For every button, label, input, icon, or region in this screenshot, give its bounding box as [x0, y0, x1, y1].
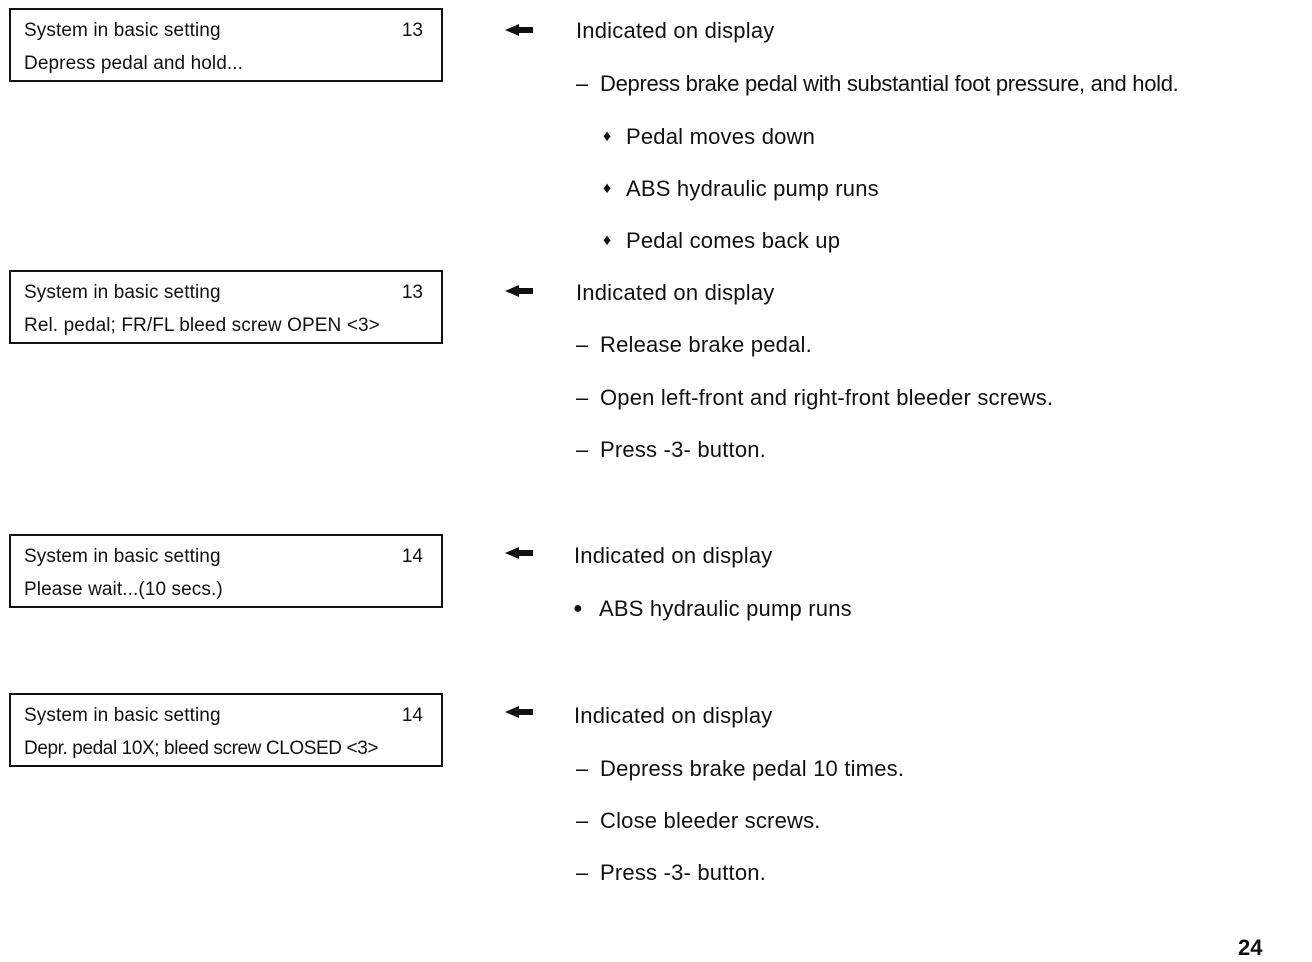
result-text: ABS hydraulic pump runs: [626, 176, 879, 201]
display-line-1: System in basic setting: [24, 20, 221, 41]
step-text: Press -3- button.: [600, 860, 767, 885]
pointer-arrow-icon: [505, 285, 533, 297]
result-text: ABS hydraulic pump runs: [599, 596, 852, 621]
display-panel-1: [9, 8, 443, 82]
step-dash-icon: –: [576, 385, 589, 410]
display-heading: Indicated on display: [574, 703, 773, 728]
step-dash-icon: –: [576, 437, 589, 462]
step-dash-icon: –: [576, 860, 589, 885]
display-panel-3: [9, 534, 443, 608]
display-line-2: Depr. pedal 10X; bleed screw CLOSED <3>: [24, 738, 379, 759]
step-dash-icon: –: [576, 332, 589, 357]
step-text: Depress brake pedal 10 times.: [600, 756, 905, 781]
pointer-arrow-icon: [505, 547, 533, 559]
result-text: Pedal moves down: [626, 124, 816, 149]
pointer-arrow-icon: [505, 706, 533, 718]
display-line-2: Depress pedal and hold...: [24, 53, 244, 74]
diamond-bullet-icon: ♦: [603, 128, 612, 145]
display-heading: Indicated on display: [576, 280, 775, 305]
diamond-bullet-icon: ♦: [603, 232, 612, 249]
step-text: Open left-front and right-front bleeder screws.: [600, 385, 1054, 410]
display-line-1: System in basic setting: [24, 282, 221, 303]
pointer-arrow-icon: [505, 24, 533, 36]
step-dash-icon: –: [576, 756, 589, 781]
display-line-1: System in basic setting: [24, 546, 221, 567]
display-line-1: System in basic setting: [24, 705, 221, 726]
display-panel-4: [9, 693, 443, 767]
display-step-number: 14: [401, 546, 423, 567]
page-number: 24: [1238, 935, 1263, 960]
step-text: Release brake pedal.: [600, 332, 812, 357]
display-heading: Indicated on display: [576, 18, 775, 43]
step-text: Depress brake pedal with substantial foot pressure, and hold.: [600, 71, 1179, 96]
display-line-2: Please wait...(10 secs.): [24, 579, 223, 600]
display-step-number: 13: [401, 282, 423, 303]
diamond-bullet-icon: ♦: [603, 180, 612, 197]
step-dash-icon: –: [576, 808, 589, 833]
display-step-number: 13: [401, 20, 423, 41]
display-line-2: Rel. pedal; FR/FL bleed screw OPEN <3>: [24, 315, 380, 336]
display-heading: Indicated on display: [574, 543, 773, 568]
round-bullet-icon: ●: [573, 600, 583, 617]
display-step-number: 14: [401, 705, 423, 726]
result-text: Pedal comes back up: [626, 228, 841, 253]
step-dash-icon: –: [576, 71, 589, 96]
step-text: Press -3- button.: [600, 437, 767, 462]
display-panel-2: [9, 270, 443, 344]
step-text: Close bleeder screws.: [600, 808, 821, 833]
